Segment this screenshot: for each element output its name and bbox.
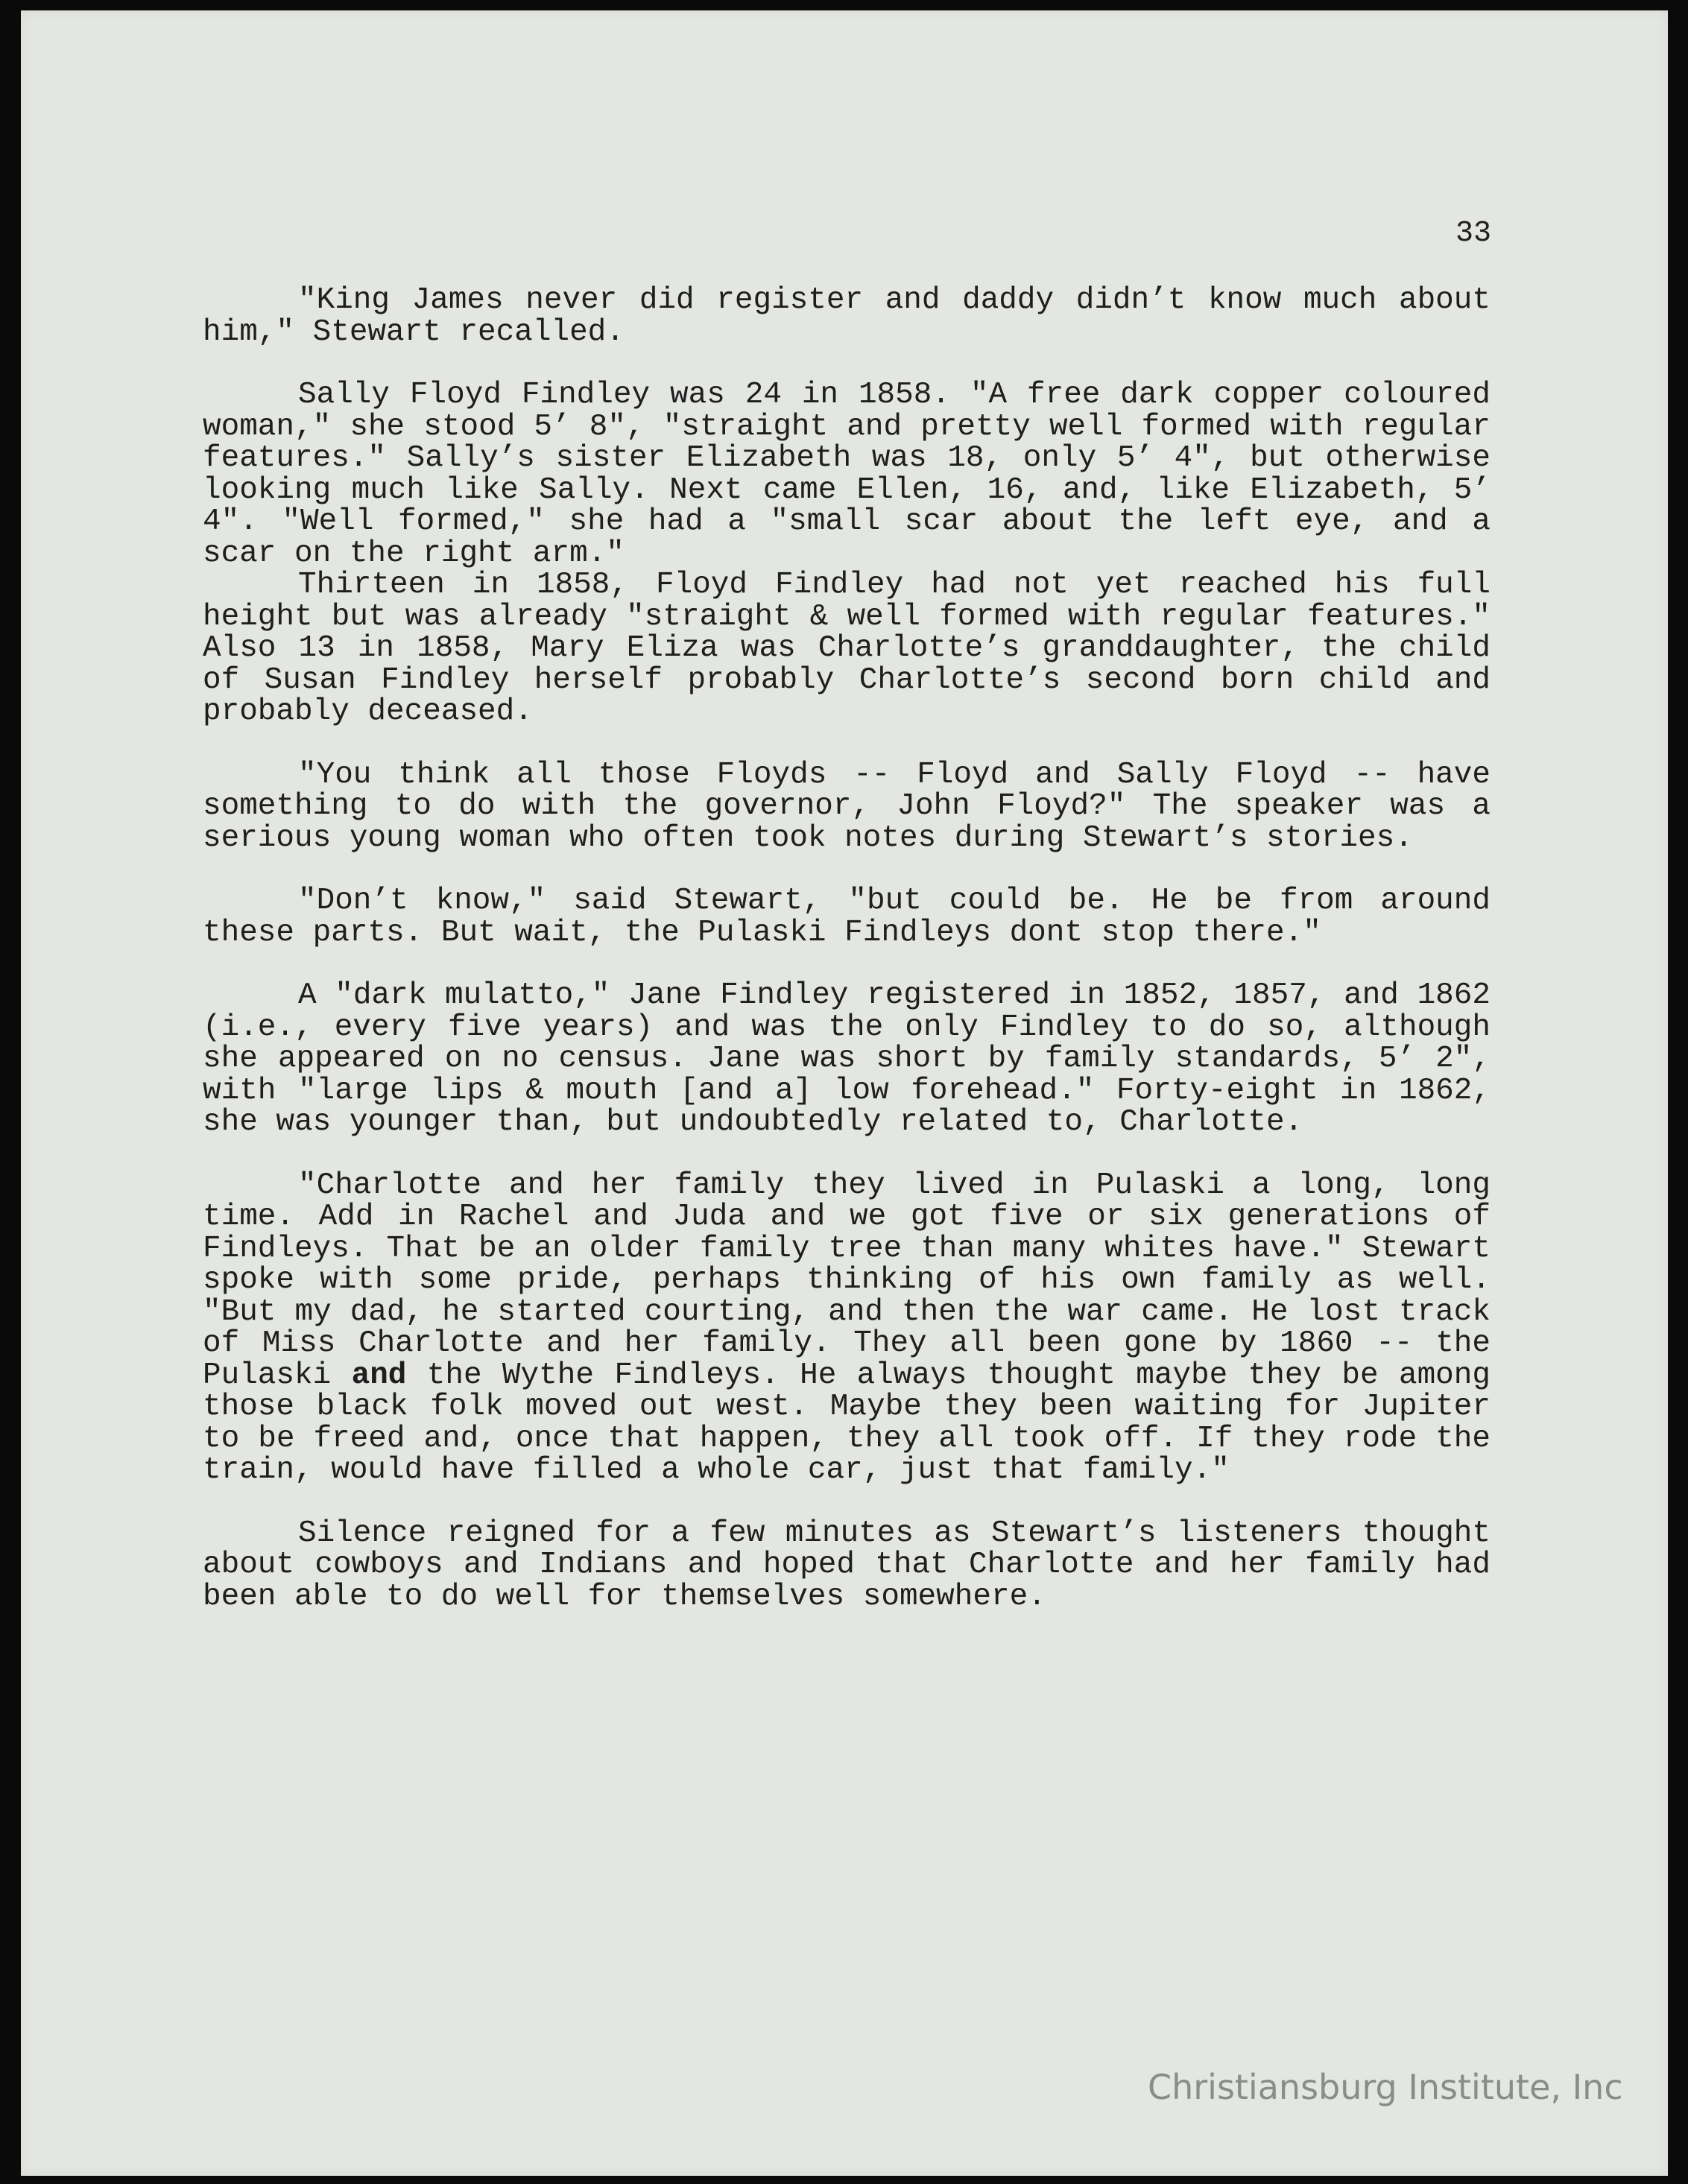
document-page <box>21 10 1668 2176</box>
charlotte-text-start: "Charlotte and her family they lived in Pulaski a long, long time. Add in Rachel and Juda and we got five or six generations of Findleys. That be an older family tree than many whites have." Stewart spoke with some pride, perhaps thinking of his own family as well. "But my dad, he started courting, and then the war came. He lost track of Miss Charlotte and her family. They all been gone by 1860 -- the Pulaski <box>203 1168 1491 1393</box>
bold-emphasis: and <box>351 1358 407 1393</box>
paragraph-charlotte-family <box>203 1170 1491 1487</box>
paragraph-floyds-question: "You think all those Floyds -- Floyd and Sally Floyd -- have something to do with the governor, John Floyd?" The speaker was a serious young woman who often took notes during Stewart’s stories. <box>203 757 1491 855</box>
paragraph-jane-findley: A "dark mulatto," Jane Findley registered in 1852, 1857, and 1862 (i.e., every five years) and was the only Findley to do so, although she appeared on no census. Jane was short by family standards, 5’ 2", with "large lips & mouth [and a] low forehead." Forty-eight in 1862, she was younger than, but undoubtedly related to, Charlotte. <box>203 978 1491 1139</box>
paragraph-sally-floyd: Sally Floyd Findley was 24 in 1858. "A free dark copper coloured woman," she stood 5’ 8", "straight and pretty well formed with regular features." Sally’s sister Elizabeth was 18, only 5’ 4", but otherwise looking much like Sally. Next came Ellen, 16, and, like Elizabeth, 5’ 4". "Well formed," she had a "small scar about the left eye, and a scar on the right arm." <box>203 378 1491 571</box>
paragraph-silence: Silence reigned for a few minutes as Stewart’s listeners thought about cowboys and Indians and hoped that Charlotte and her family had been able to do well for themselves somewhere. <box>203 1516 1491 1614</box>
watermark-text: Christiansburg Institute, Inc <box>1148 2067 1623 2107</box>
paragraph-dont-know: "Don’t know," said Stewart, "but could be. He be from around these parts. But wait, the Pulaski Findleys dont stop there." <box>203 884 1491 950</box>
paragraph-king-james: "King James never did register and daddy didn’t know much about him," Stewart recalled. <box>203 283 1491 349</box>
page-number: 33 <box>1455 217 1492 250</box>
paragraph-floyd-findley: Thirteen in 1858, Floyd Findley had not yet reached his full height but was already "straight & well formed with regular features." Also 13 in 1858, Mary Eliza was Charlotte’s granddaughter, the child of Susan Findley herself probably Charlotte’s second born child and probably deceased. <box>203 568 1491 729</box>
charlotte-text-end: the Wythe Findleys. He always thought maybe they be among those black folk moved out west. Maybe they been waiting for Jupiter to be freed and, once that happen, they all took off. If they rode the train, would have filled a whole car, just that family." <box>203 1358 1491 1487</box>
body-text <box>203 285 1491 1644</box>
